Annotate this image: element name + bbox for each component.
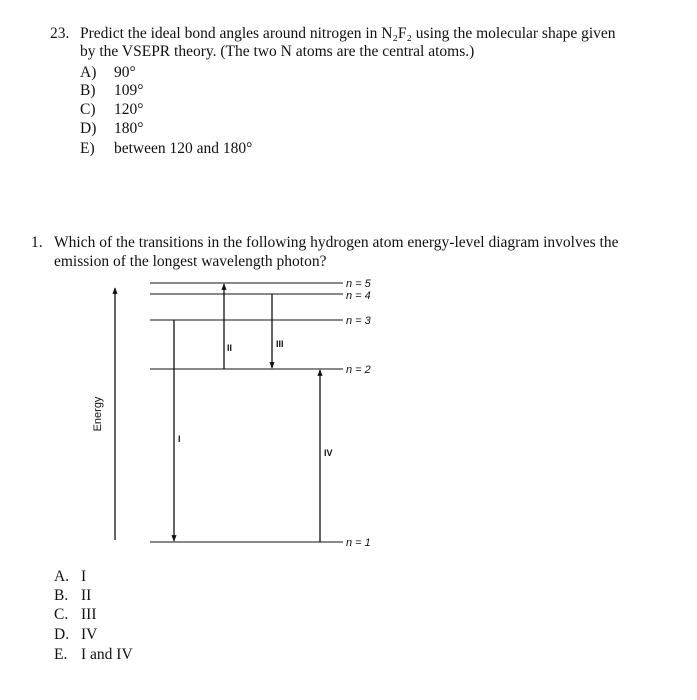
energy-axis-label: Energy (92, 396, 104, 432)
option-text: III (81, 606, 97, 623)
transition-iv-label: IV (324, 448, 333, 458)
q1-option-c (54, 606, 97, 624)
transition-i-label: I (178, 434, 181, 444)
option-letter: D) (80, 120, 97, 137)
q1-option-a (54, 568, 86, 586)
q23-number: 23. (50, 25, 70, 42)
level-n3-label: n = 3 (346, 315, 371, 327)
level-n5-label: n = 5 (346, 278, 371, 290)
option-letter: D. (54, 626, 70, 643)
option-text: 120° (114, 101, 144, 118)
q1-option-e (54, 646, 133, 664)
q1-option-b (54, 587, 91, 605)
option-letter: C. (54, 606, 69, 623)
level-n4-label: n = 4 (346, 290, 371, 302)
option-text: II (81, 587, 92, 604)
q1-option-d (54, 626, 97, 644)
level-n1-label: n = 1 (346, 537, 371, 549)
option-text: 90° (114, 64, 136, 81)
option-letter: C) (80, 101, 96, 118)
q23-text-line1: Predict the ideal bond angles around nitrogen in N₂F₂ using the molecular shape given (80, 25, 616, 42)
q1-number: 1. (31, 234, 43, 251)
option-text: I and IV (81, 646, 133, 663)
option-text: 109° (114, 82, 144, 99)
q23-text-line2: by the VSEPR theory. (The two N atoms are the central atoms.) (80, 43, 475, 60)
option-text: 180° (114, 120, 144, 137)
option-letter: A. (54, 568, 70, 585)
option-text: between 120 and 180° (114, 140, 253, 157)
transition-ii-label: II (227, 343, 233, 353)
q1-text-line2: emission of the longest wavelength photon? (54, 253, 327, 270)
option-letter: E) (80, 140, 95, 157)
q1-text-line1: Which of the transitions in the following hydrogen atom energy-level diagram involves the (54, 234, 619, 251)
option-letter: B. (54, 587, 69, 604)
option-letter: B) (80, 82, 96, 99)
option-text: I (81, 568, 87, 585)
option-letter: E. (54, 646, 68, 663)
level-n2-label: n = 2 (346, 364, 371, 376)
option-text: IV (81, 626, 98, 643)
transition-iii-label: III (276, 339, 284, 349)
option-letter: A) (80, 64, 97, 81)
